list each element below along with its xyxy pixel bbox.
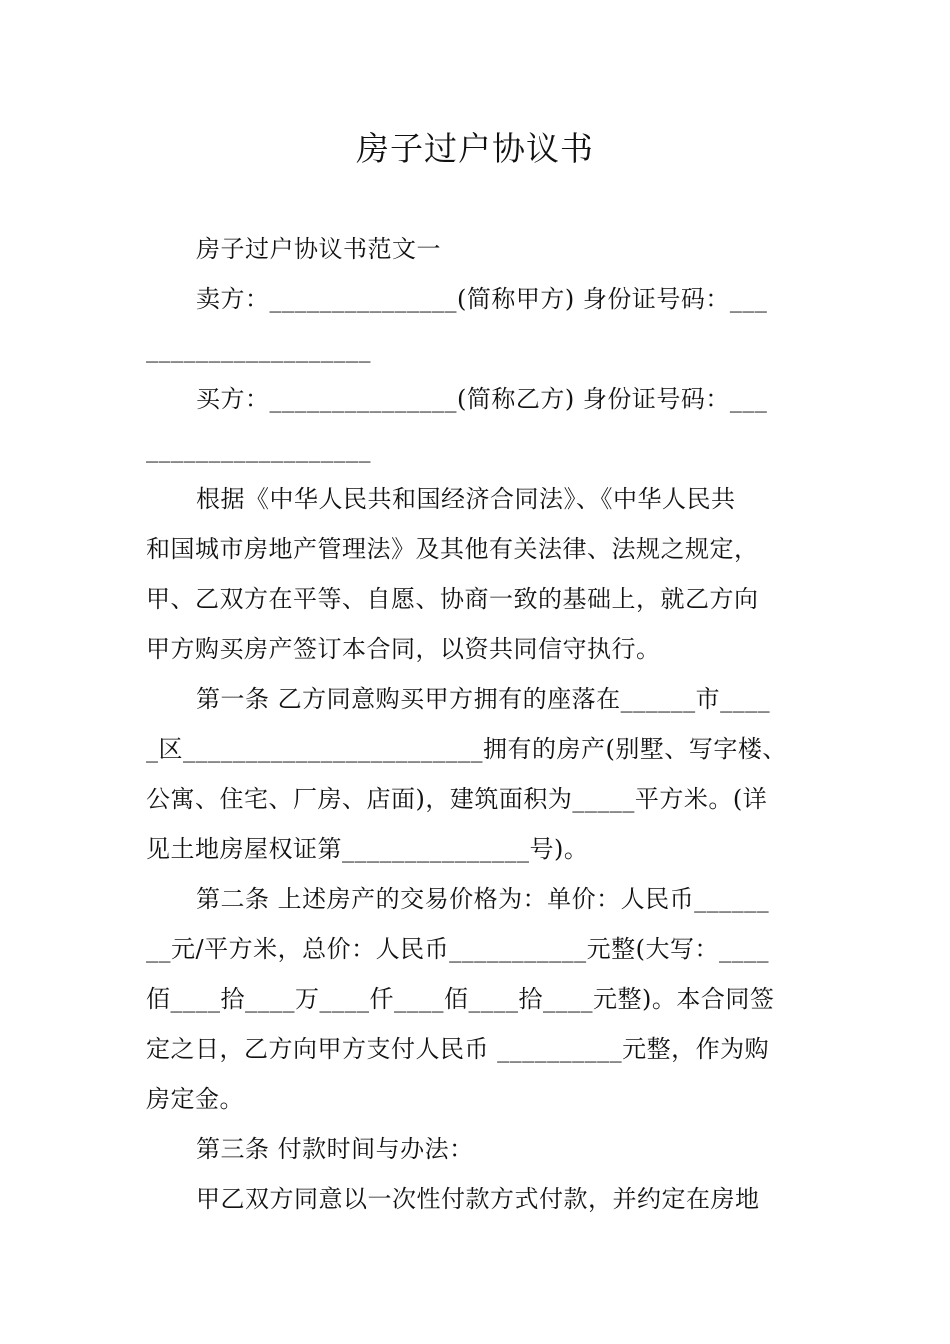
text-line: 甲、乙双方在平等、自愿、协商一致的基础上，就乙方向 (146, 585, 759, 613)
text-line: 房子过户协议书范文一 (196, 235, 441, 263)
text-line: 公寓、住宅、厂房、店面)，建筑面积为_____平方米。(详 (146, 785, 768, 813)
text-line: __元/平方米，总价：人民币___________元整(大写：____ (146, 935, 769, 963)
text-line: 买方：_______________(简称乙方) 身份证号码：___ (196, 385, 768, 413)
text-line: 见土地房屋权证第_______________号)。 (146, 835, 589, 863)
text-line: _区________________________拥有的房产(别墅、写字楼、 (146, 735, 787, 763)
text-line: 卖方：_______________(简称甲方) 身份证号码：___ (196, 285, 768, 313)
text-line: __________________ (146, 335, 371, 363)
text-line: 第二条 上述房产的交易价格为：单价：人民币______ (196, 885, 770, 913)
text-line: 根据《中华人民共和国经济合同法》、《中华人民共 (196, 485, 736, 513)
text-line: 和国城市房地产管理法》及其他有关法律、法规之规定， (146, 535, 759, 563)
text-line: 第三条 付款时间与办法： (196, 1135, 474, 1163)
text-line: 第一条 乙方同意购买甲方拥有的座落在______市____ (196, 685, 771, 713)
document-title: 房子过户协议书 (356, 129, 594, 168)
text-line: 房定金。 (146, 1085, 244, 1113)
text-line: 佰____拾____万____仟____佰____拾____元整)。本合同签 (146, 985, 775, 1013)
text-line: 甲方购买房产签订本合同，以资共同信守执行。 (146, 635, 661, 663)
document-body (146, 224, 810, 1224)
text-line: 甲乙双方同意以一次性付款方式付款，并约定在房地 (196, 1185, 760, 1213)
text-line: __________________ (146, 435, 371, 463)
text-line: 定之日，乙方向甲方支付人民币 __________元整，作为购 (146, 1035, 770, 1063)
